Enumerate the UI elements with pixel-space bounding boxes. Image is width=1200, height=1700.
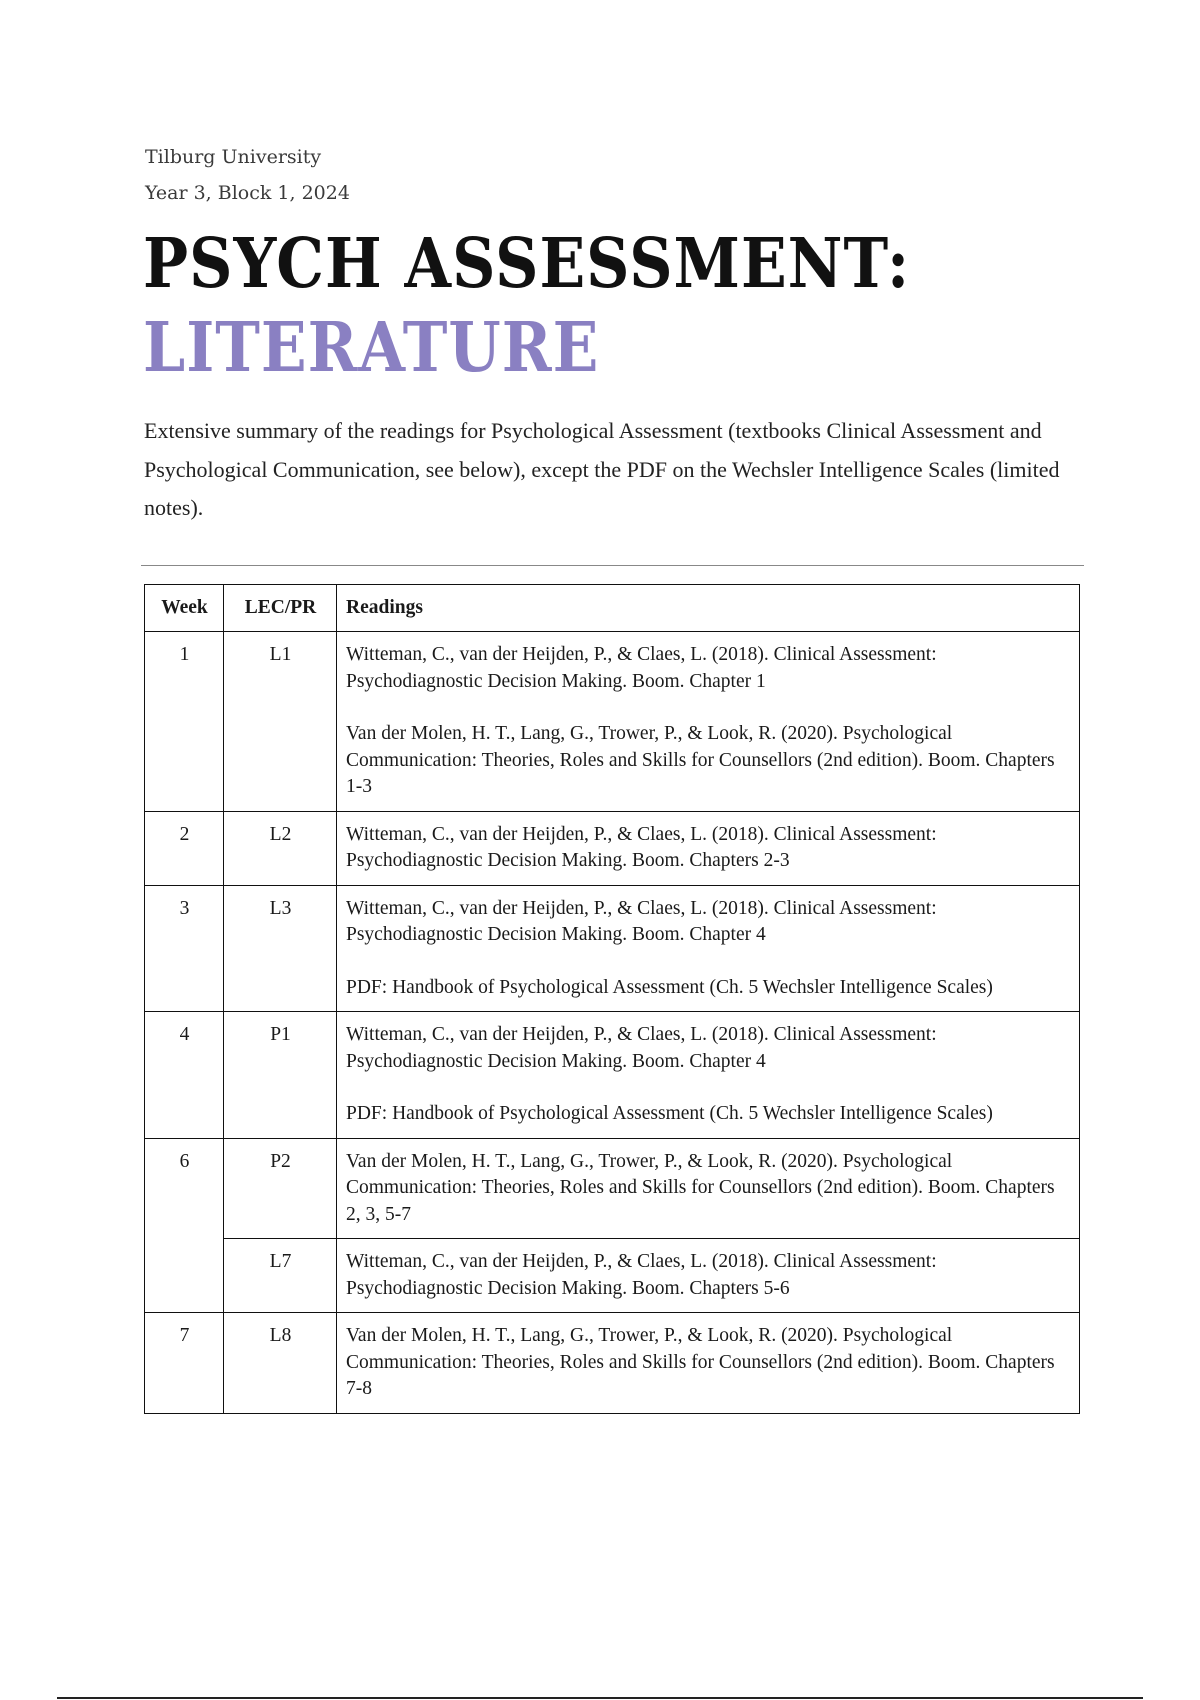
page-title: PSYCH ASSESSMENT:	[143, 224, 911, 305]
table-row	[145, 1313, 1080, 1414]
readings-cell	[337, 632, 1080, 812]
session-cell: L3	[224, 885, 337, 1012]
session-cell: L7	[224, 1239, 337, 1313]
readings-cell	[337, 1012, 1080, 1139]
table-row	[145, 632, 1080, 812]
reading-entry: Witteman, C., van der Heijden, P., & Claes, L. (2018). Clinical Assessment: Psychodiagnostic Decision Making. Boom. Chapter 4	[346, 1024, 937, 1072]
intro-paragraph: Extensive summary of the readings for Psychological Assessment (textbooks Clinical Assessment and Psychological Communication, see below), except the PDF on the Wechsler Intelligence Scales (limited notes).	[144, 418, 1060, 520]
reading-entry: Witteman, C., van der Heijden, P., & Claes, L. (2018). Clinical Assessment: Psychodiagnostic Decision Making. Boom. Chapter 1	[346, 644, 937, 692]
week-cell: 1	[145, 632, 224, 812]
reading-entry: Van der Molen, H. T., Lang, G., Trower, P., & Look, R. (2020). Psychological Communication: Theories, Roles and Skills for Counsellors (2nd edition). Boom. Chapters 2, 3, 5-7	[346, 1150, 1055, 1225]
table-header-row	[145, 585, 1080, 632]
table-row	[145, 1239, 1080, 1313]
table-row	[145, 1012, 1080, 1139]
week-cell: 4	[145, 1012, 224, 1139]
institution-name: Tilburg University	[145, 146, 322, 168]
column-header-week: Week	[145, 585, 224, 632]
session-cell: L8	[224, 1313, 337, 1414]
session-cell: P2	[224, 1138, 337, 1239]
readings-table	[144, 584, 1080, 1414]
reading-entry: Witteman, C., van der Heijden, P., & Claes, L. (2018). Clinical Assessment: Psychodiagnostic Decision Making. Boom. Chapters 5-6	[346, 1251, 937, 1299]
session-cell: L1	[224, 632, 337, 812]
reading-entry: Witteman, C., van der Heijden, P., & Claes, L. (2018). Clinical Assessment: Psychodiagnostic Decision Making. Boom. Chapter 4	[346, 897, 937, 945]
readings-cell	[337, 885, 1080, 1012]
reading-entry: PDF: Handbook of Psychological Assessment (Ch. 5 Wechsler Intelligence Scales)	[346, 976, 993, 998]
column-header-lecpr: LEC/PR	[224, 585, 337, 632]
readings-cell	[337, 1138, 1080, 1239]
session-cell: L2	[224, 811, 337, 885]
reading-entry: Witteman, C., van der Heijden, P., & Claes, L. (2018). Clinical Assessment: Psychodiagnostic Decision Making. Boom. Chapters 2-3	[346, 823, 937, 871]
readings-cell	[337, 1239, 1080, 1313]
week-cell: 2	[145, 811, 224, 885]
reading-entry: Van der Molen, H. T., Lang, G., Trower, P., & Look, R. (2020). Psychological Communication: Theories, Roles and Skills for Counsellors (2nd edition). Boom. Chapters 1-3	[346, 723, 1055, 797]
week-cell: 3	[145, 885, 224, 1012]
section-divider	[141, 565, 1084, 566]
table-row	[145, 885, 1080, 1012]
week-cell: 7	[145, 1313, 224, 1414]
table-row	[145, 1138, 1080, 1239]
readings-cell	[337, 1313, 1080, 1414]
column-header-readings: Readings	[337, 585, 1080, 632]
readings-cell	[337, 811, 1080, 885]
session-cell: P1	[224, 1012, 337, 1139]
footer-divider	[57, 1697, 1143, 1699]
table-row	[145, 811, 1080, 885]
week-cell: 6	[145, 1138, 224, 1313]
reading-entry: PDF: Handbook of Psychological Assessment (Ch. 5 Wechsler Intelligence Scales)	[346, 1103, 993, 1124]
page-subtitle: LITERATURE	[143, 308, 600, 389]
course-period: Year 3, Block 1, 2024	[145, 182, 350, 204]
reading-entry: Van der Molen, H. T., Lang, G., Trower, P., & Look, R. (2020). Psychological Communication: Theories, Roles and Skills for Counsellors (2nd edition). Boom. Chapters 7-8	[346, 1325, 1055, 1399]
